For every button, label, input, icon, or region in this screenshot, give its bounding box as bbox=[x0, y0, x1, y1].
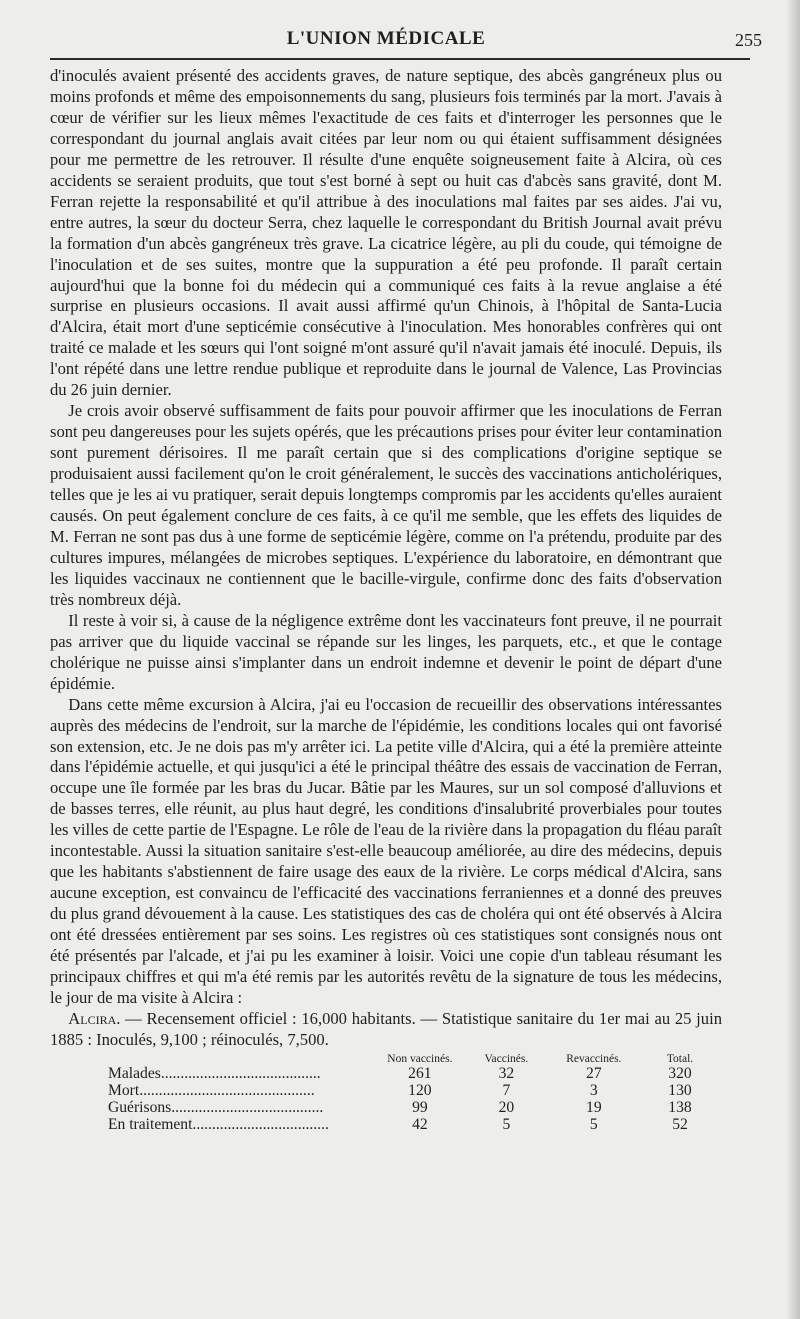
cell-value: 99 bbox=[412, 1098, 428, 1116]
cell-value: 3 bbox=[589, 1081, 598, 1099]
page-number: 255 bbox=[735, 30, 762, 50]
paragraph-3: Il reste à voir si, à cause de la négligence extrême dont les vaccinateurs font preuve, il ne pourrait pas arriver que du liquide vaccinal se répande sur les linges, les parquets, etc., et que le contage cholérique ne puisse ainsi s'implanter dans un endroit indemne et devenir le point de départ d'une épidémie. bbox=[50, 610, 722, 693]
cell-value: 5 bbox=[589, 1115, 598, 1133]
cell-value: 7 bbox=[502, 1081, 511, 1099]
table-row bbox=[102, 1116, 722, 1133]
cell-value: 5 bbox=[502, 1115, 511, 1133]
statistics-table bbox=[102, 1053, 722, 1133]
running-header bbox=[50, 28, 762, 58]
cell-value: 32 bbox=[498, 1064, 515, 1082]
row-label: Mort............................................. bbox=[108, 1081, 315, 1099]
cell-value: 42 bbox=[412, 1115, 428, 1133]
table-header-row bbox=[102, 1053, 722, 1065]
journal-title: L'UNION MÉDICALE bbox=[286, 28, 486, 49]
cell-value: 261 bbox=[408, 1064, 432, 1082]
column-header: Vaccinés. bbox=[484, 1052, 529, 1065]
cell-value: 27 bbox=[586, 1064, 602, 1082]
cell-value: 138 bbox=[668, 1098, 692, 1116]
cell-value: 120 bbox=[408, 1081, 432, 1099]
census-line bbox=[50, 1009, 722, 1051]
table-row bbox=[102, 1099, 722, 1116]
cell-value: 52 bbox=[672, 1115, 688, 1133]
cell-value: 19 bbox=[586, 1098, 602, 1116]
column-header: Non vaccinés. bbox=[387, 1052, 453, 1065]
cell-value: 130 bbox=[668, 1081, 692, 1099]
header-rule bbox=[50, 58, 750, 60]
cell-value: 20 bbox=[498, 1098, 515, 1116]
paragraph-4: Dans cette même excursion à Alcira, j'ai eu l'occasion de recueillir des observations intéressantes auprès des médecins de l'endroit, sur la marche de l'épidémie, les conditions locales qui ont favorisé son extension, etc. Je ne dois pas m'y arrêter ici. La petite ville d'Alcira, qui a été la première atteinte dans l'épidémie actuelle, et qui jusqu'ici a été le principal théâtre des essais de vaccination de Ferran, occupe une île formée par les bras du Jucar. Bâtie par les Maures, sur un sol composé d'alluvions et de basses terres, elle réunit, au plus haut degré, les conditions d'insalubrité proverbiales pour toutes les villes de cette partie de l'Espagne. Le rôle de l'eau de la rivière dans la propagation du fléau paraît incontestable. Aussi la situation sanitaire s'est-elle beaucoup améliorée, au dire des médecins, depuis que les habitants s'abstiennent de faire usage des eaux de la rivière. Le corps médical d'Alcira, sans aucune exception, est convaincu de l'efficacité des vaccinations ferraniennes et a donné des preuves du plus grand dévouement à la cause. Les statistiques des cas de choléra qui ont été observés à Alcira ont été dressées entièrement par ses soins. Les registres où ces statistiques sont consignés nous ont été présentés par l'alcade, et j'ai pu les examiner à loisir. Voici une copie d'un tableau résumant les principaux chiffres et qui m'a été remis par les autorités revêtu de la signature de tous les médecins, le jour de ma visite à Alcira : bbox=[50, 694, 722, 1007]
table-row bbox=[102, 1082, 722, 1099]
row-label: Guérisons....................................... bbox=[108, 1098, 324, 1116]
paragraph-2: Je crois avoir observé suffisamment de faits pour pouvoir affirmer que les inoculations de Ferran sont peu dangereuses pour les sujets opérés, que les précautions prises pour éviter leur contamination sont purement dérisoires. Il me paraît certain que si des complications d'origine septique se produisaient aussi facilement qu'on le croit généralement, le succès des vaccinations anticholériques, telles que je les ai vu pratiquer, serait depuis longtemps compromis par les accidents qu'elles auraient causés. On peut également conclure de ces faits, à ce qu'il me semble, que les effets des liquides de M. Ferran ne sont pas dus à une forme de septicémie légère, comme on l'a prétendu, produite par des cultures impures, mélangées de microbes septiques. L'expérience du laboratoire, en démontrant que les liquides vaccinaux ne contiennent que le bacille-virgule, confirme donc des faits d'observation très nombreux déjà. bbox=[50, 401, 722, 609]
census-place: Alcira. bbox=[68, 1008, 121, 1028]
census-text: — Recensement officiel : 16,000 habitants. — Statistique sanitaire du 1er mai au 25 juin 1885 : Inoculés, 9,100 ; réinoculés, 7,500. bbox=[50, 1008, 722, 1049]
paragraph-1: d'inoculés avaient présenté des accidents graves, de nature septique, des abcès gangréneux plus ou moins profonds et même des empoisonnements du sang, plusieurs fois terminés par la mort. J'avais à cœur de vérifier sur les lieux mêmes l'exactitude de ces faits et d'interroger les personnes que le correspondant du journal anglais avait citées par leur nom ou qui étaient suffisamment désignées pour me permettre de les retrouver. Il résulte d'une enquête soigneusement faite à Alcira, où ces accidents se seraient produits, que tout s'est borné à sept ou huit cas d'abcès sans gravité, dont M. Ferran rejette la responsabilité et qu'il attribue à des inoculations mal faites par ses aides. J'ai vu, entre autres, la sœur du docteur Serra, chez laquelle le correspondant du British Journal avait prévu la formation d'un abcès gangréneux très grave. La cicatrice légère, au pli du coude, qui témoigne de l'inoculation et de ses suites, montre que la suppuration a été peu profonde. Il paraît certain aujourd'hui que la bonne foi du médecin qui a communiqué ces faits à la revue anglaise a été surprise en plusieurs occasions. Il avait aussi affirmé qu'un Chinois, à l'hôpital de Santa-Lucia d'Alcira, était mort d'une septicémie consécutive à l'inoculation. Mes honorables confrères qui ont traité ce malade et les sœurs qui l'ont soigné m'ont assuré qu'il n'avait jamais été inoculé. Depuis, ils l'ont répété dans une lettre rendue publique et reproduite dans le journal de Valence, Las Provincias du 26 juin dernier. bbox=[50, 66, 722, 400]
row-label: En traitement................................... bbox=[108, 1115, 329, 1133]
cell-value: 320 bbox=[668, 1064, 692, 1082]
column-header: Total. bbox=[666, 1052, 694, 1065]
article-body bbox=[50, 66, 722, 1051]
table-row bbox=[102, 1065, 722, 1082]
row-label: Malades......................................... bbox=[108, 1064, 321, 1082]
column-header: Revaccinés. bbox=[566, 1052, 622, 1065]
